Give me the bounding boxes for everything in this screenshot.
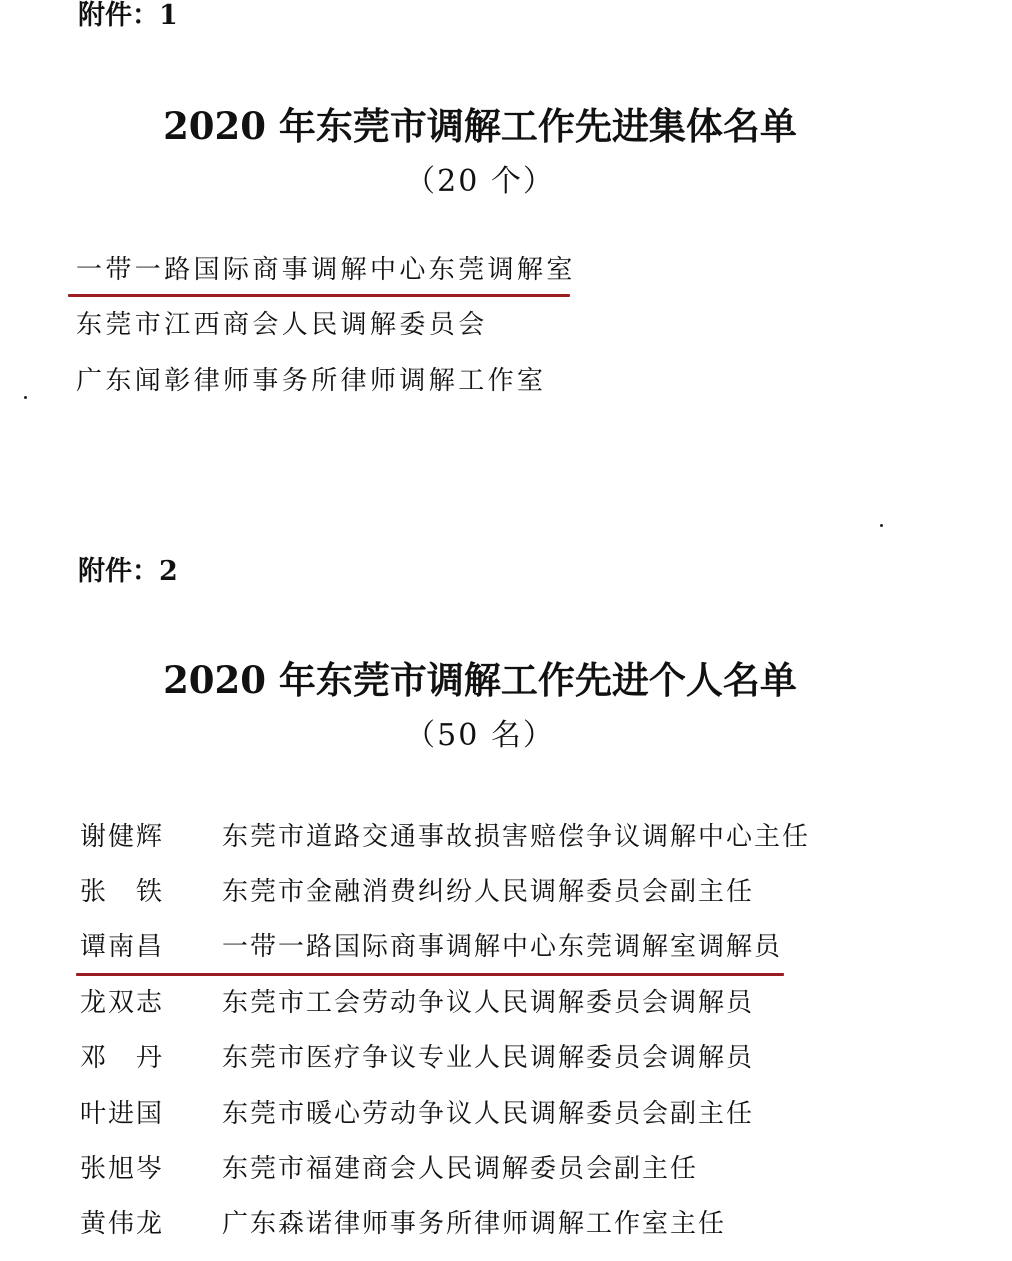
person-role: 东莞市暖心劳动争议人民调解委员会副主任 <box>222 1099 755 1129</box>
person-name: 龙双志 <box>80 988 165 1018</box>
attachment-2-count: （50 名） <box>405 718 555 753</box>
person-name: 张旭岑 <box>80 1154 165 1184</box>
person-name: 谢健辉 <box>80 822 165 852</box>
person-name: 黄伟龙 <box>80 1209 165 1239</box>
highlight-underline <box>76 973 784 976</box>
group-item: 东莞市江西商会人民调解委员会 <box>76 310 488 340</box>
attachment-1-label: 附件：1 <box>78 0 178 31</box>
person-role: 东莞市医疗争议专业人民调解委员会调解员 <box>222 1043 755 1073</box>
scan-speck <box>24 396 27 399</box>
attachment-2-label: 附件：2 <box>78 556 178 587</box>
person-role: 一带一路国际商事调解中心东莞调解室调解员 <box>222 932 783 962</box>
person-name: 谭南昌 <box>80 932 165 962</box>
attachment-2-title: 2020 年东莞市调解工作先进个人名单 <box>163 658 797 702</box>
group-item: 一带一路国际商事调解中心东莞调解室 <box>76 255 576 285</box>
person-name: 邓 丹 <box>80 1043 165 1073</box>
group-item: 广东闻彰律师事务所律师调解工作室 <box>76 366 547 396</box>
highlight-underline <box>68 294 570 297</box>
person-role: 东莞市工会劳动争议人民调解委员会调解员 <box>222 988 755 1018</box>
person-role: 东莞市金融消费纠纷人民调解委员会副主任 <box>222 877 755 907</box>
person-name: 叶进国 <box>80 1099 165 1129</box>
attachment-1-title: 2020 年东莞市调解工作先进集体名单 <box>163 104 797 148</box>
person-role: 广东森诺律师事务所律师调解工作室主任 <box>222 1209 727 1239</box>
person-role: 东莞市福建商会人民调解委员会副主任 <box>222 1154 699 1184</box>
scan-speck <box>880 524 883 527</box>
person-name: 张 铁 <box>80 877 165 907</box>
person-role: 东莞市道路交通事故损害赔偿争议调解中心主任 <box>222 822 811 852</box>
attachment-1-count: （20 个） <box>405 164 555 199</box>
